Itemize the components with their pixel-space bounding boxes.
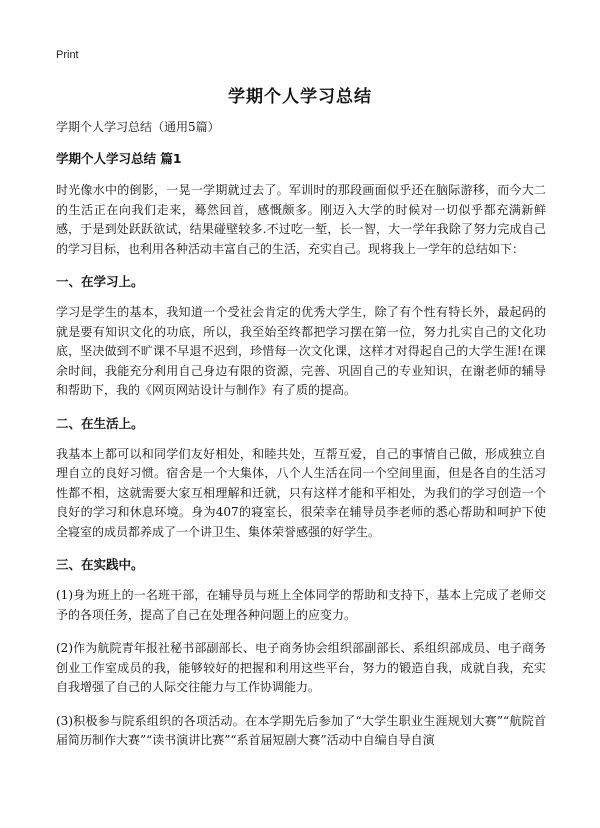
- document-body: [56, 118, 546, 765]
- article-heading: 学期个人学习总结 篇1: [56, 151, 182, 166]
- document-title: 学期个人学习总结: [228, 87, 372, 107]
- document-subtitle: 学期个人学习总结（通用5篇）: [56, 120, 220, 134]
- section-heading-study: 一、在学习上。: [56, 274, 144, 289]
- section-body-study: 学习是学生的基本，我知道一个受社会肯定的优秀大学生，除了有个性有特长外，最起码的就是要有知识文化的功底，所以，我至始至终都把学习摆在第一位，努力扎实自己的文化功底，坚决做到不旷课不早退不迟到，珍惜每一次文化课，这样才对得起自己的大学生涯!在课余时间，我能充分利用自己身边有限的资源，完善、巩固自己的专业知识，在谢老师的辅导和帮助下，我的《网页网站设计与制作》有了质的提高。: [56, 305, 546, 397]
- practice-item: (2)作为航院青年报社秘书部副部长、电子商务协会组织部副部长、系组织部成员、电子商务创业工作室成员的我，能够较好的把握和利用这些平台，努力的锻造自我，成就自我，充实自我增强了自己的人际交往能力与工作协调能力。: [56, 641, 546, 694]
- practice-item: (1)身为班上的一名班干部，在辅导员与班上全体同学的帮助和支持下，基本上完成了老师交予的各项任务，提高了自己在处理各种问题上的应变力。: [56, 588, 546, 622]
- section-heading-practice: 三、在实践中。: [56, 557, 144, 572]
- section-body-life: 我基本上都可以和同学们友好相处，和睦共处，互帮互爱，自己的事情自己做，形成独立自理自立的良好习惯。宿舍是一个大集体，八个人生活在同一个空间里面，但是各自的生活习性都不相，这就需要大家互相理解和迁就，只有这样才能和平相处，为我们的学习创造一个良好的学习和休息环境。身为407的寝室长，很荣幸在辅导员李老师的悉心帮助和呵护下使全寝室的成员都养成了一个讲卫生、集体荣誉感强的好学生。: [56, 446, 546, 539]
- practice-item: (3)积极参与院系组织的各项活动。在本学期先后参加了“大学生职业生涯规划大赛”“航院首届简历制作大赛”“读书演讲比赛”“系首届短剧大赛”活动中自编自导自演: [56, 713, 546, 747]
- print-label: Print: [56, 49, 79, 61]
- section-heading-life: 二、在生活上。: [56, 415, 144, 431]
- intro-paragraph: 时光像水中的倒影，一晃一学期就过去了。军训时的那段画面似乎还在脑际游移，而今大二的生活正在向我们走来，蓦然回首，感慨颇多。刚迈入大学的时候对一切似乎都充满新鲜感，于是到处跃跃欲试，结果碰壁较多.不过吃一堑，长一智，大一学年我除了努力完成自己的学习目标，也利用各种活动丰富自己的生活，充实自己。现将我上一学年的总结如下：: [56, 183, 546, 256]
